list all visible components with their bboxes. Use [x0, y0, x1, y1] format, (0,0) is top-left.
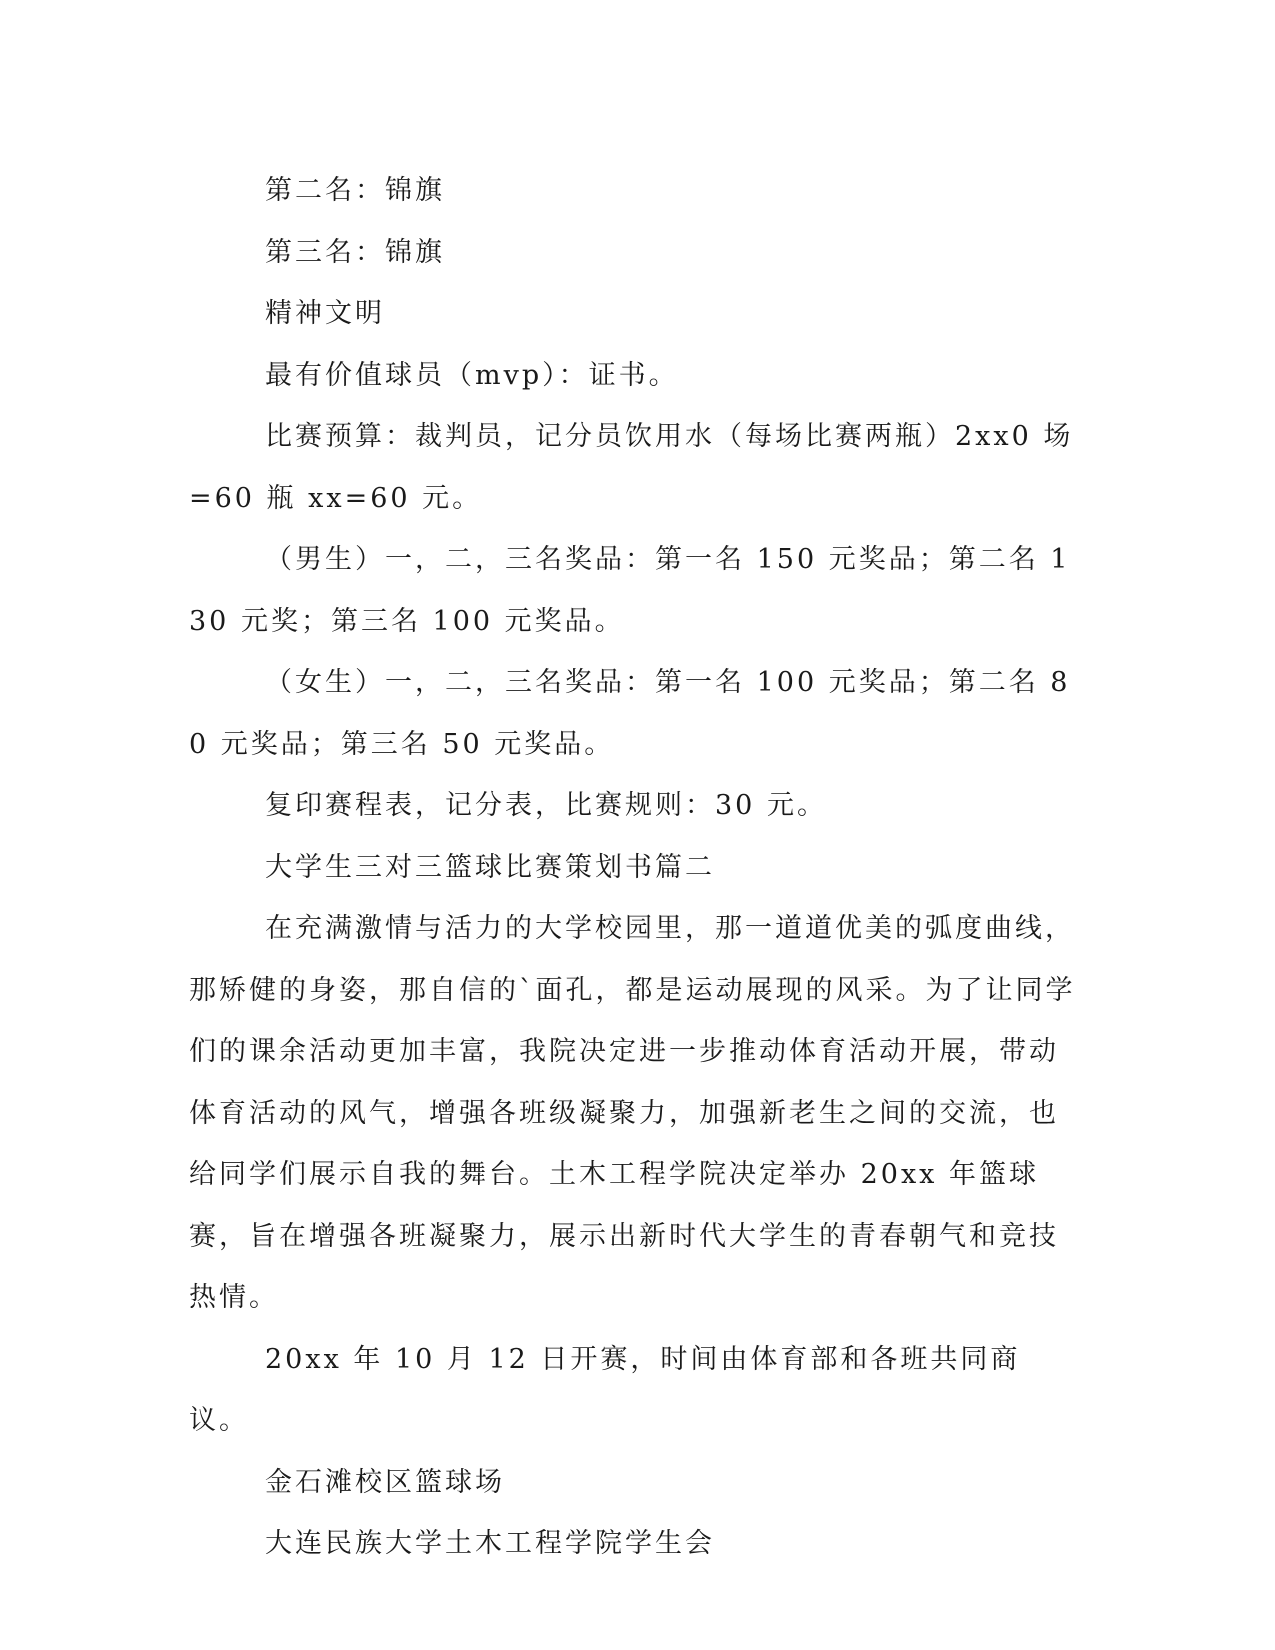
paragraph-schedule: 20xx 年 10 月 12 日开赛，时间由体育部和各班共同商议。: [189, 1343, 1021, 1436]
paragraph-sportsmanship: 精神文明: [265, 298, 385, 329]
paragraph-introduction: 在充满激情与活力的大学校园里，那一道道优美的弧度曲线，那矫健的身姿，那自信的`面孔，都是运动展现的风采。为了让同学们的课余活动更加丰富，我院决定进一步推动体育活动开展，带动体育活动的风气，增强各班级凝聚力，加强新老生之间的交流，也给同学们展示自我的舞台。土木工程学院决定举办 20xx 年篮球赛，旨在增强各班凝聚力，展示出新时代大学生的青春朝气和竞技热情。: [189, 913, 1076, 1313]
paragraph-second-place: 第二名：锦旗: [265, 175, 445, 206]
document-body: [189, 160, 1079, 1575]
paragraph-male-prizes: （男生）一，二，三名奖品：第一名 150 元奖品；第二名 130 元奖；第三名 100 元奖品。: [189, 544, 1071, 637]
paragraph-female-prizes: （女生）一，二，三名奖品：第一名 100 元奖品；第二名 80 元奖品；第三名 50 元奖品。: [189, 667, 1071, 760]
section-heading: 大学生三对三篮球比赛策划书篇二: [265, 851, 715, 883]
paragraph-third-place: 第三名：锦旗: [265, 236, 445, 268]
paragraph-budget: 比赛预算：裁判员，记分员饮用水（每场比赛两瓶）2xx0 场=60 瓶 xx=60 元。: [189, 421, 1074, 514]
paragraph-venue: 金石滩校区篮球场: [265, 1466, 505, 1498]
paragraph-printing: 复印赛程表，记分表，比赛规则：30 元。: [265, 790, 827, 821]
paragraph-mvp: 最有价值球员（mvp）：证书。: [265, 359, 679, 391]
paragraph-organizer: 大连民族大学土木工程学院学生会: [265, 1528, 715, 1559]
